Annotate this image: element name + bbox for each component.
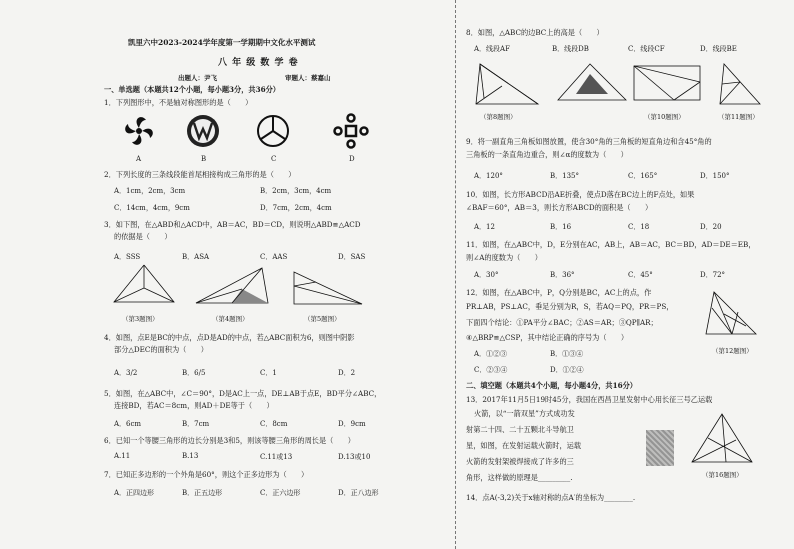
pinwheel-figure — [122, 114, 156, 148]
q13-line-1: 13．2017年11月5日19时45分，我国在西昌卫星发射中心用长征三号乙运载 — [466, 395, 713, 404]
section2-heading: 二、填空题（本题共4个小题，每小题4分，共16分） — [466, 381, 637, 390]
q13-line-2: 火箭，以“一箭双星”方式成功发 — [474, 409, 575, 418]
q3-option-a: A．SSS — [114, 253, 141, 261]
left-column — [100, 0, 450, 549]
q9-figure — [554, 60, 630, 108]
q4-stem-2: 部分△DEC的面积为（ ） — [114, 345, 208, 354]
q6-option-d: D.13或10 — [338, 453, 371, 461]
q14-stem: 14．点A(-3,2)关于x轴对称的点A′的坐标为________. — [466, 493, 636, 502]
q9-option-a: A．120° — [474, 172, 503, 180]
reviewer-name: 审题人：蔡嘉山 — [285, 74, 331, 82]
q11-option-a: A．30° — [474, 271, 499, 279]
q8-option-b: B．线段DB — [552, 45, 589, 53]
q2-option-b: B．2cm，3cm，4cm — [260, 187, 332, 195]
q9-option-d: D．150° — [700, 172, 730, 180]
q9-stem: 9．将一副直角三角板如图放置，使含30°角的三角板的短直角边和含45°角的 — [466, 137, 712, 146]
q5-option-b: B．7cm — [182, 420, 210, 428]
q12-option-b: B．①③④ — [550, 350, 584, 358]
q12-stem-2: PR⊥AB，PS⊥AC，垂足分别为R，S，若AQ＝PQ，PR＝PS， — [466, 302, 674, 311]
paper-subtitle: 八 年 级 数 学 卷 — [218, 58, 299, 68]
q10-figure — [630, 60, 706, 108]
q12-option-a: A．①②③ — [474, 350, 508, 358]
q4-option-b: B．6/5 — [182, 369, 206, 377]
q1-label-d: D — [349, 155, 355, 163]
q13-line-4: 星，如图，在发射运载火箭时，运载 — [466, 441, 582, 450]
q10-option-b: B．16 — [550, 223, 572, 231]
column-divider — [455, 0, 456, 549]
q10-option-a: A．12 — [474, 223, 495, 231]
q8-option-d: D．线段BE — [700, 45, 737, 53]
q6-stem: 6．已知一个等腰三角形的边长分别是3和5，则该等腰三角形的周长是（ ） — [104, 436, 355, 445]
q4-option-c: C．1 — [260, 369, 277, 377]
vw-logo-figure — [186, 114, 220, 148]
q4-option-d: D．2 — [338, 369, 356, 377]
q12-option-c: C．②③④ — [474, 366, 508, 374]
q13-line-6: 角形，这样做的原理是_________. — [466, 473, 573, 482]
q10-option-d: D．20 — [700, 223, 722, 231]
q8-stem: 8．如图，△ABC的边BC上的高是（ ） — [466, 28, 604, 37]
exam-title: 凯里六中2023-2024学年度第一学期期中文化水平测试 — [128, 38, 316, 47]
q4-caption: （第4题图） — [212, 315, 249, 323]
q10-stem: 10．如图，长方形ABCD沿AE折叠，使点D落在BC边上的F点处，如果 — [466, 190, 695, 199]
q16-figure — [690, 412, 754, 466]
q11-option-c: C．45° — [628, 271, 653, 279]
q16-caption: （第16题图） — [702, 471, 743, 479]
q1-label-a: A — [136, 155, 142, 163]
q8-option-a: A．线段AF — [474, 45, 510, 53]
q2-option-d: D．7cm，2cm，4cm — [260, 204, 332, 212]
q5-option-a: A．6cm — [114, 420, 142, 428]
q4-stem: 4．如图，点E是BC的中点，点D是AD的中点，若△ABC面积为6，则图中阴影 — [104, 333, 355, 342]
q1-stem: 1．下列图形中，不是轴对称图形的是（ ） — [104, 98, 253, 107]
q3-option-c: C．AAS — [260, 253, 288, 261]
launch-tower-photo — [646, 430, 674, 466]
q13-line-3: 射第二十四、二十五颗北斗导航卫 — [466, 425, 574, 434]
q6-option-c: C.11或13 — [260, 453, 293, 461]
q12-option-d: D．①②④ — [550, 366, 584, 374]
q7-option-d: D．正八边形 — [338, 489, 379, 497]
q11-figure — [716, 60, 766, 108]
q12-stem-3: 下面四个结论：①PA平分∠BAC；②AS＝AR；③QP∥AR； — [466, 318, 658, 327]
q3-stem: 3．如下图，在△ABD和△ACD中，AB＝AC，BD＝CD，则说明△ABD≌△ACD — [104, 220, 361, 229]
q10-stem-2: ∠BAF＝60°，AB＝3，则长方形ABCD的面积是（ ） — [466, 203, 653, 212]
q12-caption: （第12题图） — [712, 347, 753, 355]
q5-option-c: C．8cm — [260, 420, 288, 428]
q5-stem-2: 连接BD，若AC＝8cm，则AD＋DE等于（ ） — [114, 401, 274, 410]
q5-option-d: D．9cm — [338, 420, 366, 428]
q7-stem: 7．已知正多边形的一个外角是60°，则这个正多边形为（ ） — [104, 470, 309, 479]
q3-caption: （第3题图） — [122, 315, 159, 323]
q2-option-a: A．1cm，2cm，3cm — [114, 187, 186, 195]
q3-stem-2: 的依据是（ ） — [114, 232, 172, 241]
q11-caption: （第11题图） — [718, 113, 759, 121]
q11-option-d: D．72° — [700, 271, 726, 279]
q8-option-c: C．线段CF — [628, 45, 665, 53]
q4-option-a: A．3/2 — [114, 369, 138, 377]
q3-option-d: D．SAS — [338, 253, 366, 261]
q2-option-c: C．14cm，4cm，9cm — [114, 204, 190, 212]
q11-stem-2: 则∠A的度数为（ ） — [466, 253, 542, 262]
q12-stem: 12．如图，在△ABC中，P，Q分别是BC，AC上的点，作 — [466, 288, 652, 297]
mercedes-figure — [256, 114, 290, 148]
q7-option-b: B．正五边形 — [182, 489, 223, 497]
q10-caption: （第10题图） — [644, 113, 685, 121]
q9-stem-2: 三角板的一条直角边重合，则∠α的度数为（ ） — [466, 150, 628, 159]
q11-option-b: B．36° — [550, 271, 575, 279]
q3-figure — [110, 262, 178, 307]
q6-option-a: A.11 — [114, 452, 131, 460]
q9-option-b: B．135° — [550, 172, 580, 180]
q12-figure — [704, 286, 760, 340]
q7-option-c: C．正六边形 — [260, 489, 301, 497]
setter-name: 出题人：尹飞 — [178, 74, 217, 82]
section1-heading: 一、单选题（本题共12个小题，每小题3分，共36分） — [104, 85, 280, 94]
q6-option-b: B.13 — [182, 452, 199, 460]
q13-line-5: 火箭的发射架被焊接成了许多的三 — [466, 457, 574, 466]
q5-figure — [288, 268, 366, 308]
q12-stem-4: ④△BRP≌△CSP，其中结论正确的序号为（ ） — [466, 333, 629, 342]
q9-option-c: C．165° — [628, 172, 658, 180]
q7-option-a: A．正四边形 — [114, 489, 155, 497]
q8-figure — [472, 60, 542, 108]
q11-stem: 11．如图，在△ABC中，D，E分别在AC，AB上，AB＝AC，BC＝BD，AD＝DE＝EB， — [466, 240, 756, 249]
q1-label-b: B — [201, 155, 207, 163]
q2-stem: 2．下列长度的三条线段能首尾相接构成三角形的是（ ） — [104, 170, 296, 179]
knot-figure — [334, 114, 368, 148]
q3-option-b: B．ASA — [182, 253, 210, 261]
q10-option-c: C．18 — [628, 223, 650, 231]
q8-caption: （第8题图） — [480, 113, 517, 121]
q5-caption: （第5题图） — [304, 315, 341, 323]
q1-label-c: C — [271, 155, 277, 163]
q4-figure — [192, 265, 272, 307]
right-column — [462, 0, 787, 549]
q5-stem: 5．如图，在△ABC中，∠C＝90°，D是AC上一点，DE⊥AB于点E，BD平分∠ABC， — [104, 389, 382, 398]
